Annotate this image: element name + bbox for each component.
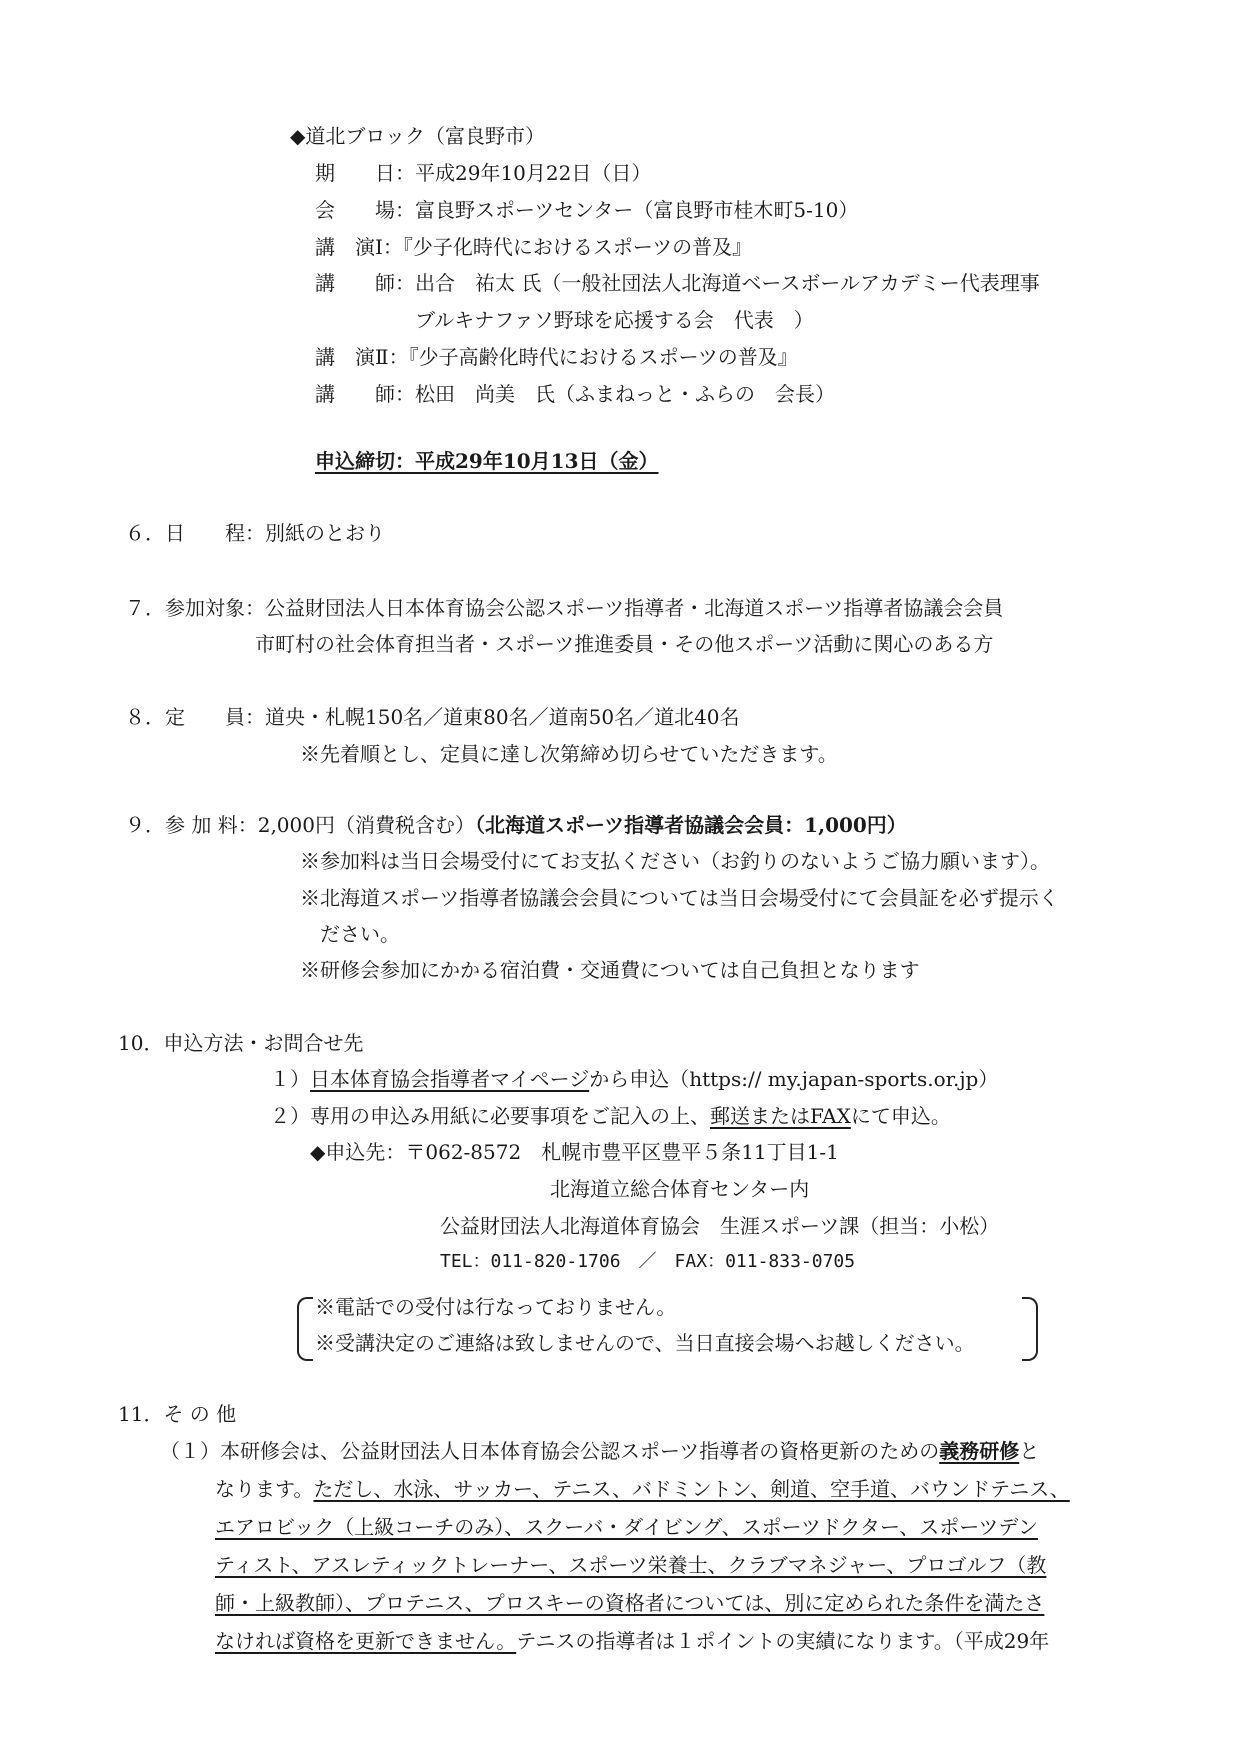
section-8-line-2: ※先着順とし、定員に達し次第締め切らせていただきます。 bbox=[300, 742, 838, 766]
application-deadline: 申込締切：平成29年10月13日（金） bbox=[315, 449, 659, 473]
section-11-p4: ティスト、アスレティックトレーナー、スポーツ栄養士、クラブマネジャー、プロゴルフ（教 bbox=[215, 1553, 1047, 1577]
section-9-line-2: ※参加料は当日会場受付にてお支払ください（お釣りのないようご協力願います）。 bbox=[300, 849, 1050, 873]
block-lecture-2: 講 演Ⅱ：『少子高齢化時代におけるスポーツの普及』 bbox=[315, 345, 798, 369]
method-2: ２）専用の申込み用紙に必要事項をご記入の上、郵送またはFAXにて申込。 bbox=[270, 1104, 951, 1128]
fee-general: ９．参 加 料：2,000円（消費税含む） bbox=[125, 813, 475, 837]
note-bracket-left bbox=[297, 1297, 313, 1361]
mandatory-training: 義務研修 bbox=[939, 1439, 1020, 1463]
section-11-p1: （１）本研修会は、公益財団法人日本体育協会公認スポーツ指導者の資格更新のための義務研修と bbox=[160, 1439, 1040, 1463]
block-lecturer-1: 講 師：出合 祐太 氏（一般社団法人北海道ベースボールアカデミー代表理事 bbox=[315, 271, 1040, 295]
block-venue: 会 場：富良野スポーツセンター（富良野市桂木町5-10） bbox=[315, 198, 859, 222]
section-7-line-1: ７．参加対象：公益財団法人日本体育協会公認スポーツ指導者・北海道スポーツ指導者協議会会員 bbox=[125, 596, 1004, 620]
section-9-line-4: ださい。 bbox=[320, 922, 400, 946]
block-heading: ◆道北ブロック（富良野市） bbox=[290, 124, 545, 148]
address-line-2: 北海道立総合体育センター内 bbox=[550, 1177, 810, 1201]
note-1: ※電話での受付は行なっておりません。 bbox=[315, 1295, 677, 1319]
section-11-title: 11．そ の 他 bbox=[118, 1402, 237, 1426]
section-11-p2: なります。ただし、水泳、サッカー、テニス、バドミントン、剣道、空手道、バウンドテニス、 bbox=[215, 1477, 1070, 1501]
section-7-line-2: 市町村の社会体育担当者・スポーツ推進委員・その他スポーツ活動に関心のある方 bbox=[255, 632, 994, 656]
section-11-p5: 師・上級教師）、プロテニス、プロスキーの資格者については、別に定められた条件を満たさ bbox=[215, 1591, 1045, 1615]
address-line-3: 公益財団法人北海道体育協会 生涯スポーツ課（担当：小松） bbox=[440, 1214, 1000, 1238]
fee-member: （北海道スポーツ指導者協議会会員：1,000円） bbox=[474, 813, 907, 837]
block-date: 期 日：平成29年10月22日（日） bbox=[315, 161, 652, 185]
mypage-link[interactable]: 日本体育協会指導者マイページ bbox=[310, 1067, 590, 1091]
section-6-schedule: ６．日 程：別紙のとおり bbox=[125, 521, 385, 545]
section-9-line-1 bbox=[125, 814, 907, 836]
section-11-p6: なければ資格を更新できません。テニスの指導者は１ポイントの実績になります。（平成29年 bbox=[215, 1629, 1050, 1653]
block-lecturer-1-cont: ブルキナファソ野球を応援する会 代表 ） bbox=[415, 308, 814, 332]
address-line-1: ◆申込先：〒062-8572 札幌市豊平区豊平５条11丁目1-1 bbox=[310, 1140, 839, 1164]
section-10-title: 10．申込方法・お問合せ先 bbox=[118, 1031, 364, 1055]
block-lecturer-2: 講 師：松田 尚美 氏（ふまねっと・ふらの 会長） bbox=[315, 382, 835, 406]
method-1: １）日本体育協会指導者マイページから申込（https:// my.japan-sports.or.jp） bbox=[270, 1067, 999, 1091]
note-bracket-right bbox=[1022, 1297, 1038, 1361]
section-8-line-1: ８．定 員：道央・札幌150名／道東80名／道南50名／道北40名 bbox=[125, 705, 740, 729]
block-lecture-1: 講 演Ⅰ：『少子化時代におけるスポーツの普及』 bbox=[315, 235, 753, 259]
mail-or-fax: 郵送またはFAX bbox=[710, 1104, 851, 1128]
section-11-p3: エアロビック（上級コーチのみ）、スクーバ・ダイビング、スポーツドクター、スポーツデン bbox=[215, 1515, 1038, 1539]
section-9-line-3: ※北海道スポーツ指導者協議会会員については当日会場受付にて会員証を必ず提示く bbox=[300, 886, 1059, 910]
contact-tel-fax: TEL：011-820-1706 ／ FAX：011-833-0705 bbox=[440, 1251, 856, 1272]
note-2: ※受講決定のご連絡は致しませんので、当日直接会場へお越しください。 bbox=[315, 1331, 975, 1355]
section-9-line-5: ※研修会参加にかかる宿泊費・交通費については自己負担となります bbox=[300, 958, 920, 982]
